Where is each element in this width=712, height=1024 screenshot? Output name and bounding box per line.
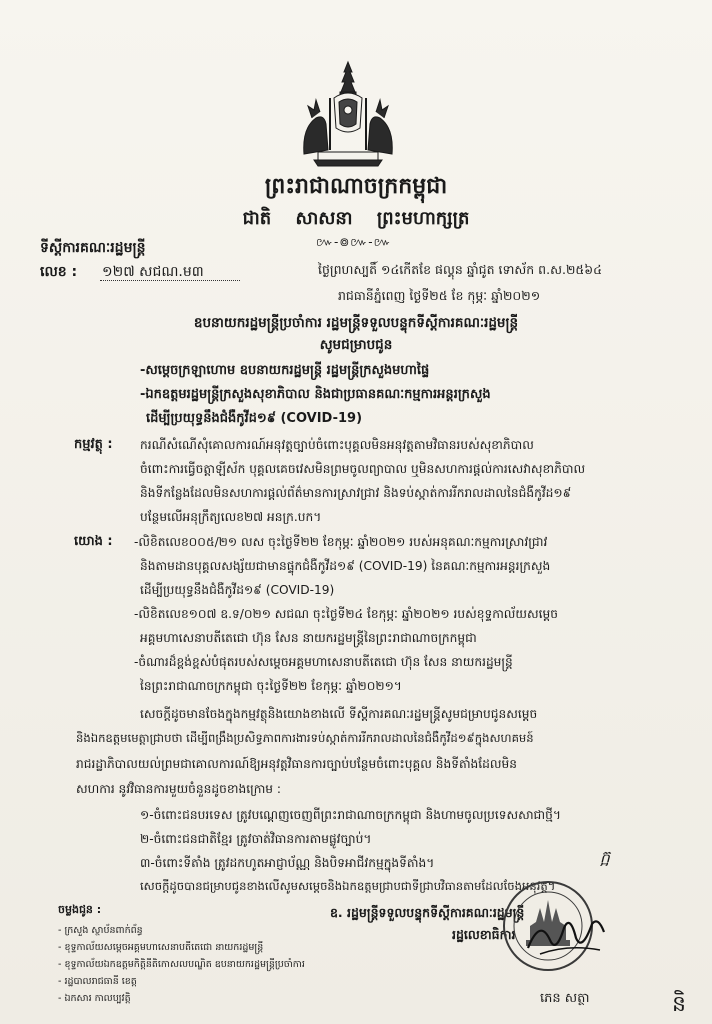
letter-heading-sender: ឧបនាយករដ្ឋមន្ត្រីប្រចាំការ រដ្ឋមន្ត្រីទទួលបន្ទុកទីស្តីការគណៈរដ្ឋមន្ត្រី: [193, 315, 519, 331]
copies-title: ចម្លងជូន :: [58, 903, 102, 916]
closing-line: សេចក្តីដូចបានជម្រាបជូនខាងលើសូមសម្តេចនិងឯកឧត្តមជ្រាបជាទីជ្រាបវិធានតាមដែលចែងអនុវត្ត។: [140, 879, 556, 893]
body-paragraph-line: សហការ នូវវិធានការមួយចំនួនដូចខាងក្រោម :: [76, 782, 282, 796]
measure-item: ២-ចំពោះជនជាតិខ្មែរ ត្រូវចាត់វិធានការតាមផ្លូវច្បាប់។: [140, 832, 372, 846]
reference-line: -ចំណារដ៏ខ្ពង់ខ្ពស់បំផុតរបស់សម្តេចអគ្គមហាសេនាបតីតេជោ ហ៊ុន សែន នាយករដ្ឋមន្ត្រី: [134, 655, 513, 669]
handwritten-initials: ក្អ: [600, 847, 611, 866]
solar-date: រាជធានីភ្នំពេញ ថ្ងៃទី២៥ ខែ កុម្ភៈ ឆ្នាំ២០២១: [338, 288, 541, 303]
reference-line: នៃព្រះរាជាណាចក្រកម្ពុជា ចុះថ្ងៃទី២២ ខែកុម្ភៈ ឆ្នាំ២០២១។: [140, 679, 402, 693]
subject-line: ករណីសំណើសុំគោលការណ៍អនុវត្តច្បាប់ចំពោះបុគ្គលមិនអនុវត្តតាមវិធានរបស់សុខាភិបាល: [140, 438, 534, 452]
reference-underline: [100, 280, 240, 281]
national-motto: ជាតិ សាសនា ព្រះមហាក្សត្រ: [242, 208, 470, 229]
royal-coat-of-arms-icon: [294, 58, 402, 168]
signatory-subtitle: រដ្ឋលេខាធិការ: [452, 927, 516, 942]
reference-label: យោង :: [74, 534, 113, 549]
issuing-office: ទីស្តីការគណៈរដ្ឋមន្ត្រី: [40, 240, 146, 256]
addressee-1: -សម្តេចក្រឡាហោម ឧបនាយករដ្ឋមន្ត្រី រដ្ឋមន្ត្រីក្រសួងមហាផ្ទៃ: [140, 363, 430, 378]
copy-recipient: - ឯកសារ កាលប្បវត្តិ: [58, 993, 131, 1004]
ornamental-divider: ៚-៙៚-៚: [316, 235, 392, 249]
reference-line: ដើម្បីប្រយុទ្ធនឹងជំងឺកូវីដ១៩ (COVID-19): [140, 583, 335, 597]
copy-recipient: - ខុទ្ទកាល័យសម្តេចអគ្គមហាសេនាបតីតេជោ នាយករដ្ឋមន្ត្រី: [58, 942, 264, 953]
body-paragraph-line: រាជរដ្ឋាភិបាលយល់ព្រមជាគោលការណ៍ឱ្យអនុវត្តវិធានការច្បាប់បន្ថែមចំពោះបុគ្គល និងទីតាំងដែលមិន: [76, 757, 517, 771]
subject-line: បន្ថែមលើអនុក្រឹត្យលេខ២៧ អនក្រ.បក។: [140, 510, 322, 524]
reference-line: -លិខិតលេខ១០៧ ឧ.ទ/០២១ សជណ ចុះថ្ងៃទី២៤ ខែកុម្ភៈ ឆ្នាំ២០២១ របស់ខុទ្ទកាល័យសម្តេច: [134, 607, 558, 621]
addressee-2-cont: ដើម្បីប្រយុទ្ធនឹងជំងឺកូវីដ១៩ (COVID-19): [146, 411, 363, 426]
subject-line: ចំពោះការធ្វើចត្តាឡីស័ក បុគ្គលគេចវេសមិនព្រមចូលព្យាបាល ឬមិនសហការផ្តល់ការសេវាសុខាភិបាល: [140, 462, 586, 476]
measure-item: ៣-ចំពោះទីតាំង ត្រូវដកហូតអាជ្ញាប័ណ្ណ និងបិទអាជីវកម្មក្នុងទីតាំង។: [140, 856, 435, 870]
kingdom-title: ព្រះរាជាណាចក្រកម្ពុជា: [264, 174, 448, 199]
addressee-2: -ឯកឧត្តមរដ្ឋមន្ត្រីក្រសួងសុខាភិបាល និងជាប្រធានគណៈកម្មការអន្តរក្រសួង: [140, 387, 491, 402]
copy-recipient: - ក្រសួង ស្ថាប័នពាក់ព័ន្ធ: [58, 925, 143, 936]
reference-line: អគ្គមហាសេនាបតីតេជោ ហ៊ុន សែន នាយករដ្ឋមន្ត្រីនៃព្រះរាជាណាចក្រកម្ពុជា: [140, 631, 477, 645]
lunar-date: ថ្ងៃព្រហស្បតិ៍ ១៤កើតខែ ផល្គុន ឆ្នាំជូត ទោស័ក ព.ស.២៥៦៤: [318, 262, 602, 277]
copy-recipient: - រដ្ឋបាលរាជធានី ខេត្ត: [58, 976, 137, 987]
reference-number: ១២៧ សជណ.ម៣: [102, 264, 204, 280]
body-paragraph-line: និងឯកឧត្តមមេត្តាជ្រាបថា ដើម្បីពង្រឹងប្រសិទ្ធភាពការងារទប់ស្កាត់ការរីករាលដាលនៃជំងឺកូវីដ១៩ក្នុងសហគមន៍: [76, 731, 534, 745]
measure-item: ១-ចំពោះជនបរទេស ត្រូវបណ្តេញចេញពីព្រះរាជាណាចក្រកម្ពុជា និងហាមចូលប្រទេសសាជាថ្មី។: [140, 808, 561, 822]
corner-handwritten-mark: និ: [672, 992, 686, 1017]
signatory-title: ឧ. រដ្ឋមន្ត្រីទទួលបន្ទុកទីស្តីការគណៈរដ្ឋមន្ត្រី: [330, 905, 525, 920]
subject-line: និងទីកន្លែងដែលមិនសហការផ្តល់ព័ត៌មានការស្រាវជ្រាវ និងទប់ស្កាត់ការរីករាលដាលនៃជំងឺកូវីដ១៩: [140, 486, 572, 500]
copy-recipient: - ខុទ្ទកាល័យឯកឧត្តមកិត្តិនីតិកោសលបណ្ឌិត ឧបនាយករដ្ឋមន្ត្រីប្រចាំការ: [58, 959, 305, 970]
reference-number-label: លេខ :: [40, 264, 78, 280]
reference-line: និងតាមដានបុគ្គលសង្ស័យជាមានផ្ទុកជំងឺកូវីដ១៩ (COVID-19) នៃគណៈកម្មការអន្តរក្រសួង: [140, 559, 551, 573]
subject-label: កម្មវត្ថុ :: [74, 437, 113, 452]
letter-heading-salutation: សូមជម្រាបជូន: [319, 337, 393, 353]
body-paragraph-line: សេចក្តីដូចមានចែងក្នុងកម្មវត្ថុនិងយោងខាងលើ ទីស្តីការគណៈរដ្ឋមន្ត្រីសូមជម្រាបជូនសម្តេច: [140, 707, 538, 721]
signatory-name: ភេន សត្ថា: [540, 991, 590, 1006]
reference-line: -លិខិតលេខ០០៥/២១ លស ចុះថ្ងៃទី២២ ខែកុម្ភៈ ឆ្នាំ២០២១ របស់អនុគណៈកម្មការស្រាវជ្រាវ: [134, 535, 548, 549]
handwritten-signature-icon: [520, 910, 610, 960]
